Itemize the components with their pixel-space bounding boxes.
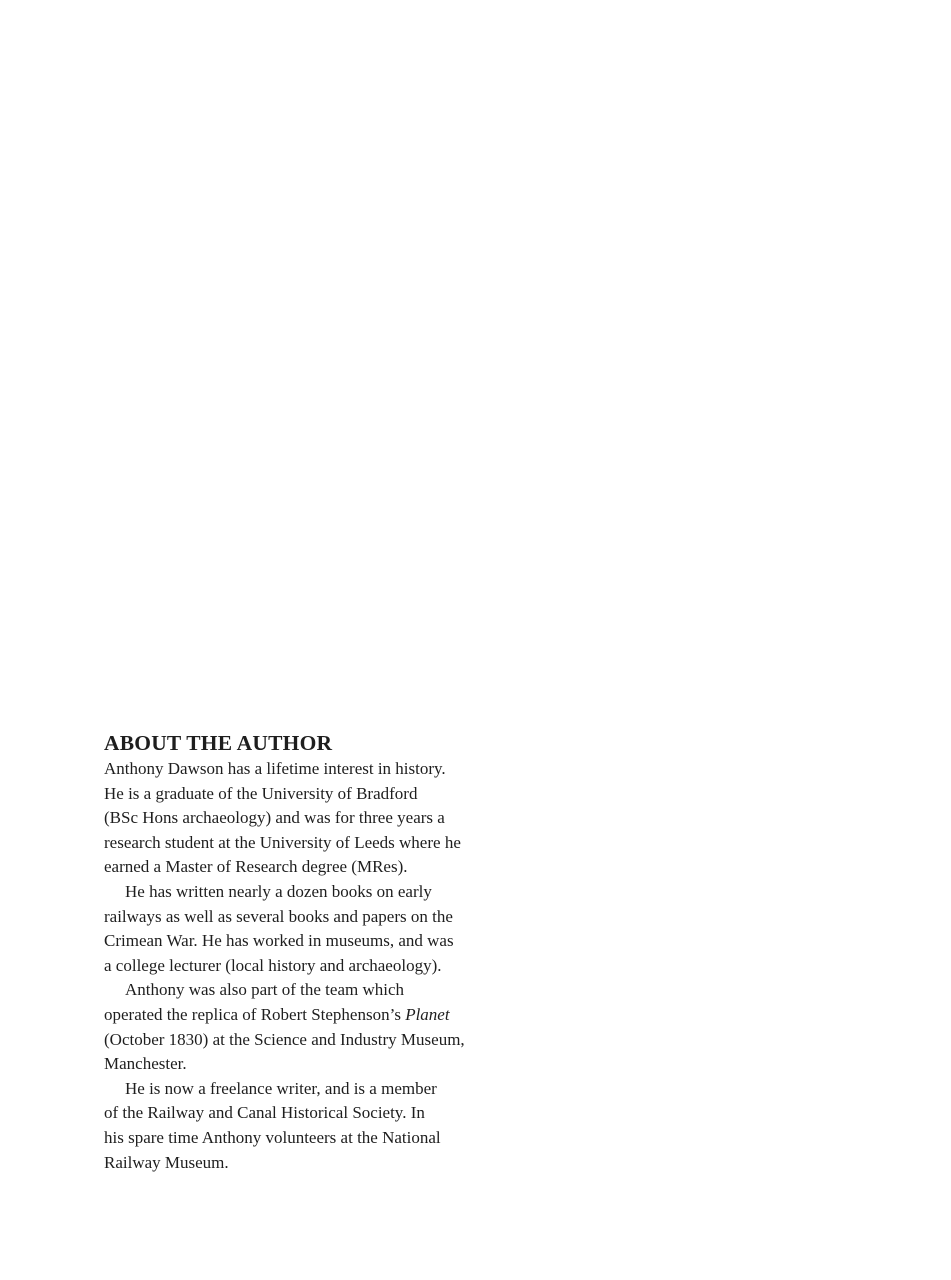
text-line: earned a Master of Research degree (MRes).	[104, 857, 408, 877]
about-the-author-section	[104, 729, 484, 1175]
text-line: (October 1830) at the Science and Industry Museum,	[104, 1029, 465, 1049]
section-heading: ABOUT THE AUTHOR	[104, 731, 333, 755]
text-line: Crimean War. He has worked in museums, and was	[104, 931, 454, 951]
text-line: Anthony Dawson has a lifetime interest in history.	[104, 759, 446, 778]
paragraph-planet-replica	[104, 978, 484, 1076]
text-line: Anthony was also part of the team which	[125, 980, 405, 1000]
text-line: Railway Museum.	[104, 1152, 229, 1172]
paragraph-books	[104, 880, 484, 978]
text-line: He is now a freelance writer, and is a member	[125, 1078, 437, 1098]
text-line: railways as well as several books and papers on the	[104, 906, 453, 926]
text-line-with-title	[104, 1003, 484, 1028]
text-line: a college lecturer (local history and archaeology).	[104, 955, 442, 975]
paragraph-education	[104, 757, 484, 880]
paragraph-current-work	[104, 1077, 484, 1175]
text-line: He is a graduate of the University of Bradford	[104, 783, 418, 803]
text-fragment: operated the replica of Robert Stephenson’s	[104, 1004, 406, 1024]
text-line: (BSc Hons archaeology) and was for three years a	[104, 808, 445, 828]
text-line: Manchester.	[104, 1054, 187, 1074]
text-line: of the Railway and Canal Historical Society. In	[104, 1103, 425, 1123]
locomotive-title: Planet	[405, 1004, 450, 1024]
text-line: his spare time Anthony volunteers at the National	[104, 1127, 441, 1147]
text-line: research student at the University of Leeds where he	[104, 832, 461, 852]
text-line: He has written nearly a dozen books on early	[125, 881, 432, 901]
